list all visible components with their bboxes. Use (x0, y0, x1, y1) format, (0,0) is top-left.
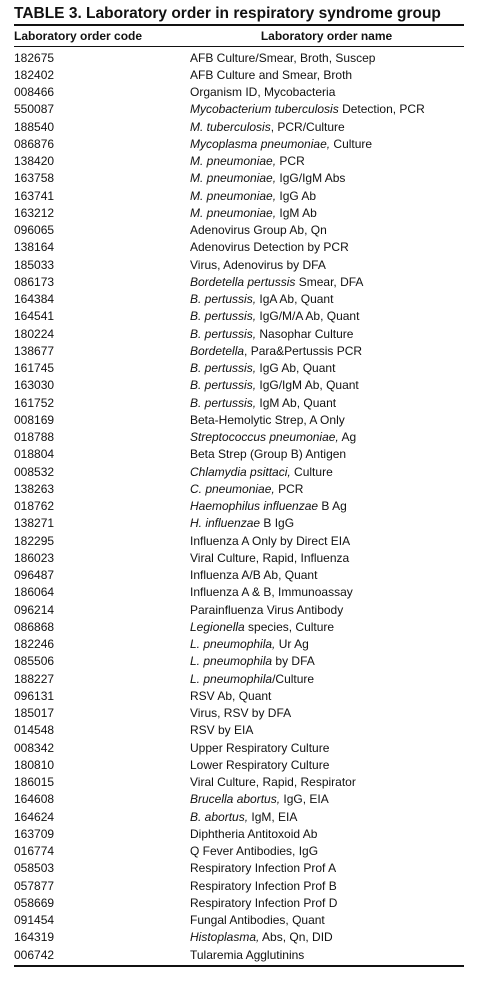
order-code-cell: 086876 (14, 136, 55, 151)
order-name-text: Nasophar Culture (256, 326, 354, 341)
organism-name: Haemophilus influenzae (190, 499, 319, 514)
order-name-cell (190, 792, 464, 806)
order-name-text: PCR (274, 481, 304, 496)
order-code-cell: 164319 (14, 930, 55, 945)
order-name-cell (190, 775, 464, 789)
order-name-text: IgM Ab (276, 205, 317, 220)
order-code-cell: 185033 (14, 257, 55, 272)
order-code-cell: 138677 (14, 343, 55, 358)
table-row (14, 808, 464, 825)
table-row (14, 756, 464, 773)
organism-name: B. abortus, (190, 809, 249, 824)
order-code-cell: 086868 (14, 619, 55, 634)
order-name-cell (190, 413, 464, 427)
organism-name: M. pneumoniae, (190, 154, 277, 169)
order-name-text: Ur Ag (275, 637, 309, 652)
order-code-cell: 163709 (14, 826, 55, 841)
order-name-cell (190, 758, 464, 772)
order-name-cell (190, 568, 464, 582)
organism-name: Bordetella (190, 343, 245, 358)
order-code-cell: 057877 (14, 878, 55, 893)
order-name-text: IgG Ab (276, 188, 317, 203)
order-code-cell: 188227 (14, 671, 55, 686)
order-name-text: Fungal Antibodies, Quant (190, 913, 325, 928)
order-name-cell (190, 154, 464, 168)
order-name-text: Ag (338, 430, 357, 445)
order-name-text: Virus, RSV by DFA (190, 706, 292, 721)
organism-name: B. pertussis, (190, 309, 257, 324)
order-name-text: Upper Respiratory Culture (190, 740, 330, 755)
order-code-cell: 138263 (14, 481, 55, 496)
order-name-text: RSV by EIA (190, 723, 254, 738)
table-row (14, 515, 464, 532)
order-name-cell (190, 551, 464, 565)
order-code-cell: 164384 (14, 292, 55, 307)
table-row (14, 894, 464, 911)
order-name-cell (190, 361, 464, 375)
order-name-text: Adenovirus Group Ab, Qn (190, 223, 327, 238)
table-row (14, 705, 464, 722)
order-name-cell (190, 240, 464, 254)
order-name-cell (190, 723, 464, 737)
order-code-cell: 163741 (14, 188, 55, 203)
order-code-cell: 096065 (14, 223, 55, 238)
order-name-cell (190, 344, 464, 358)
table-row (14, 929, 464, 946)
organism-name: B. pertussis, (190, 292, 257, 307)
order-name-text: AFB Culture/Smear, Broth, Suscep (190, 50, 376, 65)
order-name-text: Tularemia Agglutinins (190, 947, 305, 962)
table-row (14, 49, 464, 66)
order-code-cell: 550087 (14, 102, 55, 117)
order-name-cell (190, 137, 464, 151)
table-row (14, 687, 464, 704)
organism-name: L. pneumophila, (190, 637, 276, 652)
table-row (14, 946, 464, 963)
order-name-cell (190, 68, 464, 82)
table-row (14, 584, 464, 601)
order-name-text: RSV Ab, Quant (190, 688, 272, 703)
table-row (14, 153, 464, 170)
order-name-cell (190, 861, 464, 875)
order-name-cell (190, 672, 464, 686)
table-row (14, 722, 464, 739)
order-name-cell (190, 292, 464, 306)
order-name-text: IgM, EIA (248, 809, 298, 824)
table-row (14, 256, 464, 273)
order-name-cell (190, 206, 464, 220)
table-row (14, 618, 464, 635)
table-row (14, 825, 464, 842)
table-row (14, 273, 464, 290)
table-row (14, 653, 464, 670)
table-row (14, 670, 464, 687)
order-name-text: Influenza A/B Ab, Quant (190, 568, 318, 583)
order-name-text: IgA Ab, Quant (256, 292, 334, 307)
order-code-cell: 161745 (14, 361, 55, 376)
table-row (14, 308, 464, 325)
order-name-text: , Para&Pertussis PCR (244, 343, 363, 358)
order-code-cell: 164624 (14, 809, 55, 824)
order-code-cell: 058503 (14, 861, 55, 876)
table-body (14, 47, 464, 965)
order-name-cell (190, 223, 464, 237)
order-code-cell: 185017 (14, 706, 55, 721)
table-row (14, 342, 464, 359)
table-row (14, 498, 464, 515)
order-name-text: Viral Culture, Rapid, Respirator (190, 775, 356, 790)
table-row (14, 377, 464, 394)
table-header (14, 26, 464, 46)
table-row (14, 429, 464, 446)
order-code-cell: 186015 (14, 775, 55, 790)
order-code-cell: 186064 (14, 585, 55, 600)
order-name-text: Respiratory Infection Prof A (190, 861, 337, 876)
order-name-text: Influenza A Only by Direct EIA (190, 533, 351, 548)
order-name-cell (190, 447, 464, 461)
order-code-cell: 091454 (14, 913, 55, 928)
order-code-cell: 182246 (14, 637, 55, 652)
table-row (14, 239, 464, 256)
order-code-cell: 163212 (14, 205, 55, 220)
table-row (14, 84, 464, 101)
order-code-cell: 058669 (14, 895, 55, 910)
order-name-cell (190, 913, 464, 927)
order-code-cell: 163030 (14, 378, 55, 393)
order-name-cell (190, 430, 464, 444)
order-code-cell: 188540 (14, 119, 55, 134)
organism-name: B. pertussis, (190, 326, 257, 341)
organism-name: B. pertussis, (190, 378, 257, 393)
order-name-cell (190, 585, 464, 599)
order-code-cell: 085506 (14, 654, 55, 669)
table-row (14, 843, 464, 860)
order-name-text: Q Fever Antibodies, IgG (190, 844, 319, 859)
order-code-cell: 180810 (14, 757, 55, 772)
order-code-cell: 161752 (14, 395, 55, 410)
table-row (14, 860, 464, 877)
order-name-cell (190, 637, 464, 651)
column-header-name: Laboratory order name (260, 29, 393, 43)
order-code-cell: 163758 (14, 171, 55, 186)
table-row (14, 170, 464, 187)
order-name-text: Culture (290, 464, 333, 479)
table-row (14, 549, 464, 566)
order-name-cell (190, 309, 464, 323)
order-code-cell: 018762 (14, 499, 55, 514)
organism-name: Histoplasma, (190, 930, 260, 945)
order-name-cell (190, 327, 464, 341)
table-title: TABLE 3. Laboratory order in respiratory syndrome group (14, 5, 441, 22)
table-row (14, 204, 464, 221)
table-row (14, 291, 464, 308)
order-name-cell (190, 85, 464, 99)
order-name-text: Smear, DFA (295, 274, 364, 289)
organism-name: Mycobacterium tuberculosis (190, 102, 339, 117)
table-row (14, 912, 464, 929)
order-name-text: PCR (276, 154, 305, 169)
table-row (14, 463, 464, 480)
order-name-cell (190, 654, 464, 668)
order-name-text: Detection, PCR (338, 102, 425, 117)
table-row (14, 774, 464, 791)
table-row (14, 411, 464, 428)
column-header-code: Laboratory order code (14, 29, 143, 43)
organism-name: Chlamydia psittaci, (190, 464, 291, 479)
table-row (14, 567, 464, 584)
organism-name: B. pertussis, (190, 395, 257, 410)
order-name-text: /Culture (272, 671, 315, 686)
table-row (14, 101, 464, 118)
order-code-cell: 008532 (14, 464, 55, 479)
organism-name: M. pneumoniae, (190, 188, 277, 203)
order-name-text: species, Culture (244, 619, 335, 634)
order-code-cell: 008342 (14, 740, 55, 755)
order-name-cell (190, 499, 464, 513)
order-code-cell: 138164 (14, 240, 55, 255)
order-name-cell (190, 189, 464, 203)
order-name-text: Beta Strep (Group B) Antigen (190, 447, 347, 462)
order-name-text: Adenovirus Detection by PCR (190, 240, 349, 255)
table-row (14, 360, 464, 377)
table-row (14, 66, 464, 83)
organism-name: L. pneumophila (190, 654, 273, 669)
organism-name: M. pneumoniae, (190, 171, 277, 186)
order-name-cell (190, 51, 464, 65)
order-name-text: IgG, EIA (280, 792, 329, 807)
order-name-cell (190, 620, 464, 634)
order-code-cell: 096131 (14, 688, 55, 703)
order-name-text: IgG/M/A Ab, Quant (256, 309, 360, 324)
order-code-cell: 164541 (14, 309, 55, 324)
organism-name: Brucella abortus, (190, 792, 281, 807)
order-name-cell (190, 948, 464, 962)
table-row (14, 394, 464, 411)
order-name-text: Abs, Qn, DID (259, 930, 333, 945)
order-code-cell: 018804 (14, 447, 55, 462)
order-name-cell (190, 396, 464, 410)
order-code-cell: 182402 (14, 67, 55, 82)
organism-name: C. pneumoniae, (190, 481, 275, 496)
order-code-cell: 008466 (14, 85, 55, 100)
order-name-text: B IgG (260, 516, 295, 531)
table-row (14, 636, 464, 653)
order-name-text: Lower Respiratory Culture (190, 757, 330, 772)
organism-name: H. influenzae (190, 516, 261, 531)
order-code-cell: 006742 (14, 947, 55, 962)
order-code-cell: 164608 (14, 792, 55, 807)
organism-name: L. pneumophila (190, 671, 273, 686)
order-name-cell (190, 258, 464, 272)
organism-name: M. tuberculosis (190, 119, 271, 134)
order-name-cell (190, 102, 464, 116)
order-name-cell (190, 689, 464, 703)
order-code-cell: 018788 (14, 430, 55, 445)
order-name-text: Respiratory Infection Prof B (190, 878, 337, 893)
bottom-rule (14, 965, 464, 967)
order-code-cell: 096487 (14, 568, 55, 583)
order-code-cell: 086173 (14, 274, 55, 289)
order-name-text: AFB Culture and Smear, Broth (190, 67, 353, 82)
order-code-cell: 186023 (14, 550, 55, 565)
order-name-cell (190, 516, 464, 530)
table-row (14, 791, 464, 808)
order-name-text: Viral Culture, Rapid, Influenza (190, 550, 350, 565)
order-name-text: Organism ID, Mycobacteria (190, 85, 336, 100)
table-row (14, 187, 464, 204)
order-code-cell: 014548 (14, 723, 55, 738)
organism-name: Mycoplasma pneumoniae, (190, 136, 331, 151)
order-name-text: IgG/IgM Abs (276, 171, 346, 186)
table-row (14, 446, 464, 463)
order-name-cell (190, 482, 464, 496)
organism-name: Legionella (190, 619, 245, 634)
order-name-cell (190, 827, 464, 841)
order-name-text: Respiratory Infection Prof D (190, 895, 338, 910)
order-name-cell (190, 896, 464, 910)
order-name-text: by DFA (272, 654, 315, 669)
order-name-cell (190, 879, 464, 893)
order-code-cell: 138420 (14, 154, 55, 169)
organism-name: B. pertussis, (190, 361, 257, 376)
table-row (14, 480, 464, 497)
organism-name: Streptococcus pneumoniae, (190, 430, 339, 445)
order-name-cell (190, 844, 464, 858)
table-row (14, 222, 464, 239)
table-container (14, 4, 464, 967)
organism-name: M. pneumoniae, (190, 205, 277, 220)
order-name-text: Culture (330, 136, 373, 151)
table-row (14, 135, 464, 152)
order-name-text: IgG Ab, Quant (256, 361, 336, 376)
table-row (14, 601, 464, 618)
table-row (14, 118, 464, 135)
order-name-cell (190, 465, 464, 479)
order-name-cell (190, 930, 464, 944)
order-name-text: IgG/IgM Ab, Quant (256, 378, 359, 393)
order-name-text: , PCR/Culture (270, 119, 345, 134)
order-name-cell (190, 378, 464, 392)
order-name-cell (190, 120, 464, 134)
table-row (14, 532, 464, 549)
order-name-text: Parainfluenza Virus Antibody (190, 602, 344, 617)
order-code-cell: 008169 (14, 412, 55, 427)
order-name-text: Beta-Hemolytic Strep, A Only (190, 412, 345, 427)
order-name-cell (190, 603, 464, 617)
order-name-text: IgM Ab, Quant (256, 395, 337, 410)
table-row (14, 739, 464, 756)
order-name-cell (190, 706, 464, 720)
order-code-cell: 182295 (14, 533, 55, 548)
order-name-text: Influenza A & B, Immunoassay (190, 585, 353, 600)
order-code-cell: 182675 (14, 50, 55, 65)
table-row (14, 877, 464, 894)
order-code-cell: 138271 (14, 516, 55, 531)
order-name-cell (190, 810, 464, 824)
order-name-text: Virus, Adenovirus by DFA (190, 257, 326, 272)
order-code-cell: 096214 (14, 602, 55, 617)
organism-name: Bordetella pertussis (190, 274, 296, 289)
order-name-cell (190, 534, 464, 548)
order-code-cell: 180224 (14, 326, 55, 341)
order-name-text: Diphtheria Antitoxoid Ab (190, 826, 318, 841)
order-name-cell (190, 741, 464, 755)
table-row (14, 325, 464, 342)
order-code-cell: 016774 (14, 844, 55, 859)
order-name-text: B Ag (318, 499, 347, 514)
order-name-cell (190, 275, 464, 289)
order-name-cell (190, 171, 464, 185)
